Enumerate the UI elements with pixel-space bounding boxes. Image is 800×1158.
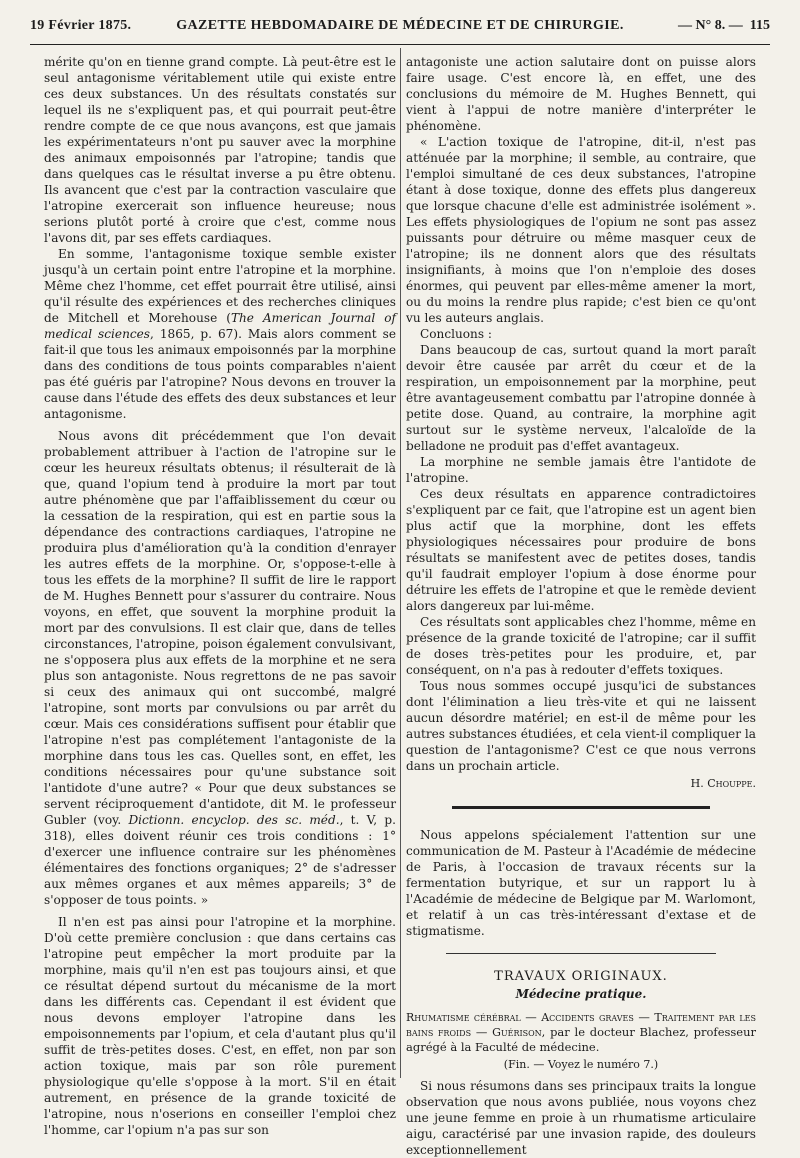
section-title: TRAVAUX ORIGINAUX. [494,969,668,984]
right-paragraph: Tous nous sommes occupé jusqu'ici de substances dont l'élimination a lieu très-vite et qui ne laissent aucun désordre matériel; en est-il de même pour les autres substances étudiées, et cela vient-il compliquer la question de l'antagonisme? C'est ce que nous verrons dans un prochain article. [406,679,756,773]
article-topic: Rhumatisme cérébral [406,1011,521,1024]
issue-date: 19 Février 1875. [30,18,132,33]
continuation-note: (Fin. — Voyez le numéro 7.) [503,1058,659,1071]
text-run: Nous avons dit précédemment que l'on devait probablement attribuer à l'action de l'atropine sur le cœur les heureux résultats obtenus; il résulterait de là que, quand l'opium tend à produire la mort par tout autre phénomène que par l'affaiblissement du cœur ou la cessation de la respiration, qui est en partie sous la dépendance des contractions cardiaques, l'atropine ne produira plus d'amélioration qu'à la condition d'enrayer les autres effets de la morphine. Or, s'oppose-t-elle à tous les effets de la morphine? Il suffit de lire le rapport de M. Hughes Bennett pour s'assurer du contraire. Nous voyons, en effet, que souvent la morphine produit la mort par des convulsions. Il est clair que, dans de telles circonstances, l'atropine, poison également convulsivant, ne s'opposera plus aux effets de la morphine et ne sera plus son antagoniste. Nous regrettons de ne pas savoir si ceux des animaux qui ont succombé, malgré l'atropine, sont morts par convulsions ou par arrêt du cœur. Mais ces considérations suffisent pour établir que l'atropine n'est pas complétement l'antagoniste de la morphine dans tous les cas. Quelles sont, en effet, les conditions nécessaires pour qu'une substance soit l'antidote d'une autre? « Pour que deux substances se servent réciproquement d'antidote, dit M. le professeur Gubler (voy. [44,429,396,827]
article-heading: Rhumatisme cérébral — Accidents graves — Traitement par les bains froids — Guérison, par le docteur Blachez, professeur agrégé à la Faculté de médecine. [406,1010,757,1054]
article-topic: Guérison [492,1026,542,1039]
citation: The American Journal of medical sciences [44,311,396,341]
section-subtitle: Médecine pratique. [515,987,647,1001]
issue-and-page [678,18,770,34]
right-paragraph: « L'action toxique de l'atropine, dit-il, n'est pas atténuée par la morphine; il semble, au contraire, que l'emploi simultané de ces deux substances, l'atropine étant à dose toxique, donne des effets plus dangereux que lorsque chacune d'elle est administrée isolément ». Les effets physiologiques de l'opium ne sont pas assez puissants pour détruire ou même masquer ceux de l'atropine; ils ne donnent alors que des résultats insignifiants, à moins que l'on n'emploie des doses énormes, qui peuvent par elles-même amener la mort, ou du moins la rendre plus rapide; c'est bien ce qu'ont vu les auteurs anglais. [406,135,756,325]
author-signature: H. Chouppe. [690,777,756,790]
right-paragraph: Ces deux résultats en apparence contradictoires s'expliquent par ce fait, que l'atropine est un agent bien plus actif que la morphine, dont les effets physiologiques nécessaires pour produire de bons résultats se manifestent avec de petites doses, tandis qu'il faudrait employer l'opium à dose énorme pour détruire les effets de l'atropine et que le remède devient alors dangereux par lui-même. [406,487,756,613]
left-paragraph: mérite qu'on en tienne grand compte. Là peut-être est le seul antagonisme véritablement utile qui existe entre ces deux substances. Un des résultats constatés sur lequel ils ne s'expliquent pas, et qui pourrait peut-être rendre compte de ce que nous avançons, est que jamais les expérimentateurs n'ont pu sauver avec la morphine des animaux empoisonnés par l'atropine; tandis que dans quelques cas le résultat inverse a pu être obtenu. Ils avancent que c'est par la contraction vasculaire que l'atropine exercerait son influence heureuse; nous serions plutôt porté à croire que c'est, comme nous l'avons dit, par ses effets cardiaques. [44,55,396,245]
right-paragraph: Dans beaucoup de cas, surtout quand la mort paraît devoir être causée par arrêt du cœur et de la respiration, un empoisonnement par la morphine, peut être avantageusement combattu par l'atropine donnée à petite dose. Quand, au contraire, la morphine agit surtout sur le système nerveux, l'alcaloïde de la belladone ne produit pas d'effet avantageux. [406,343,756,453]
conclusion-heading: Concluons : [420,327,492,341]
separator-rule [446,953,716,954]
right-paragraph: antagoniste une action salutaire dont on puisse alors faire usage. C'est encore là, en effet, une des conclusions du mémoire de M. Hughes Bennett, qui vient à l'appui de notre manière d'interpréter le phénomène. [406,55,756,133]
editorial-notice: Nous appelons spécialement l'attention sur une communication de M. Pasteur à l'Académie de médecine de Paris, à l'occasion de travaux récents sur la fermentation butyrique, et sur un rapport lu à l'Académie de médecine de Belgique par M. Warlomont, et relatif à un cas très-intéressant d'extase et de stigmatisme. [406,828,756,938]
left-paragraph [44,428,396,908]
text-run: , 1865, p. 67). Mais alors comment se fait-il que tous les animaux empoisonnés par la morphine dans des conditions de tous points comparables n'aient pas été guéris par l'atropine? Nous devons en trouver la cause dans l'étude des effets des deux substances et leur antagonisme. [44,327,396,421]
article-paragraph: Si nous résumons dans ses principaux traits la longue observation que nous avons publiée, nous voyons chez une jeune femme en proie à un rhumatisme articulaire aigu, caractérisé par une invasion rapide, des douleurs exceptionnellement [406,1079,756,1157]
issue-number: — N° 8. — [678,18,743,33]
right-paragraph: La morphine ne semble jamais être l'antidote de l'atropine. [406,455,756,485]
left-paragraph: Il n'en est pas ainsi pour l'atropine et la morphine. D'où cette première conclusion : que dans certains cas l'atropine peut empêcher la mort produite par la morphine, mais qu'il n'en est pas toujours ainsi, et que ce résultat dépend surtout du mécanisme de la mort dans les différents cas. Cependant il est évident que nous devons employer l'atropine dans les empoisonnements par l'opium, et cela d'autant plus qu'il suffit de très-petites doses. C'est, en effet, non par son action toxique, mais par son rôle purement physiologique qu'elle s'oppose à la mort. S'il en était autrement, en présence de la grande toxicité de l'atropine, nous n'oserions en conseiller l'emploi chez l'homme, car l'opium n'a pas sur son [44,915,396,1137]
right-paragraph: Ces résultats sont applicables chez l'homme, même en présence de la grande toxicité de l'atropine; car il suffit de doses très-petites pour les produire, et, par conséquent, on n'a pas à redouter d'effets toxiques. [406,615,756,677]
left-column [44,54,396,1137]
journal-title: GAZETTE HEBDOMADAIRE DE MÉDECINE ET DE CHIRURGIE. [176,18,624,33]
page-header [30,12,770,45]
text-run: , t. V, p. 318), elles doivent réunir ces trois conditions : 1° d'exercer une influence contraire sur les phénomènes élémentaires des fonctions organiques; 2° de s'adresser aux mêmes organes et aux mêmes appareils; 3° de s'opposer de tous points. » [44,813,396,907]
separator-rule [452,806,710,809]
article-topic: Traitement par les bains froids [406,1011,757,1039]
text-run: En somme, l'antagonisme toxique semble exister jusqu'à un certain point entre l'atropine et la morphine. Même chez l'homme, cet effet pourrait être utilisé, ainsi qu'il résulte des expériences et des recherches cliniques de Mitchell et Morehouse ( [44,247,396,325]
right-column [406,54,757,1157]
page-number: 115 [749,18,770,33]
article-author: , par le docteur Blachez, professeur agrégé à la Faculté de médecine. [406,1025,757,1054]
column-divider [400,48,401,1078]
article-topic: Accidents graves [541,1011,634,1024]
citation: Dictionn. encyclop. des sc. méd. [128,813,340,827]
left-paragraph [44,246,396,422]
